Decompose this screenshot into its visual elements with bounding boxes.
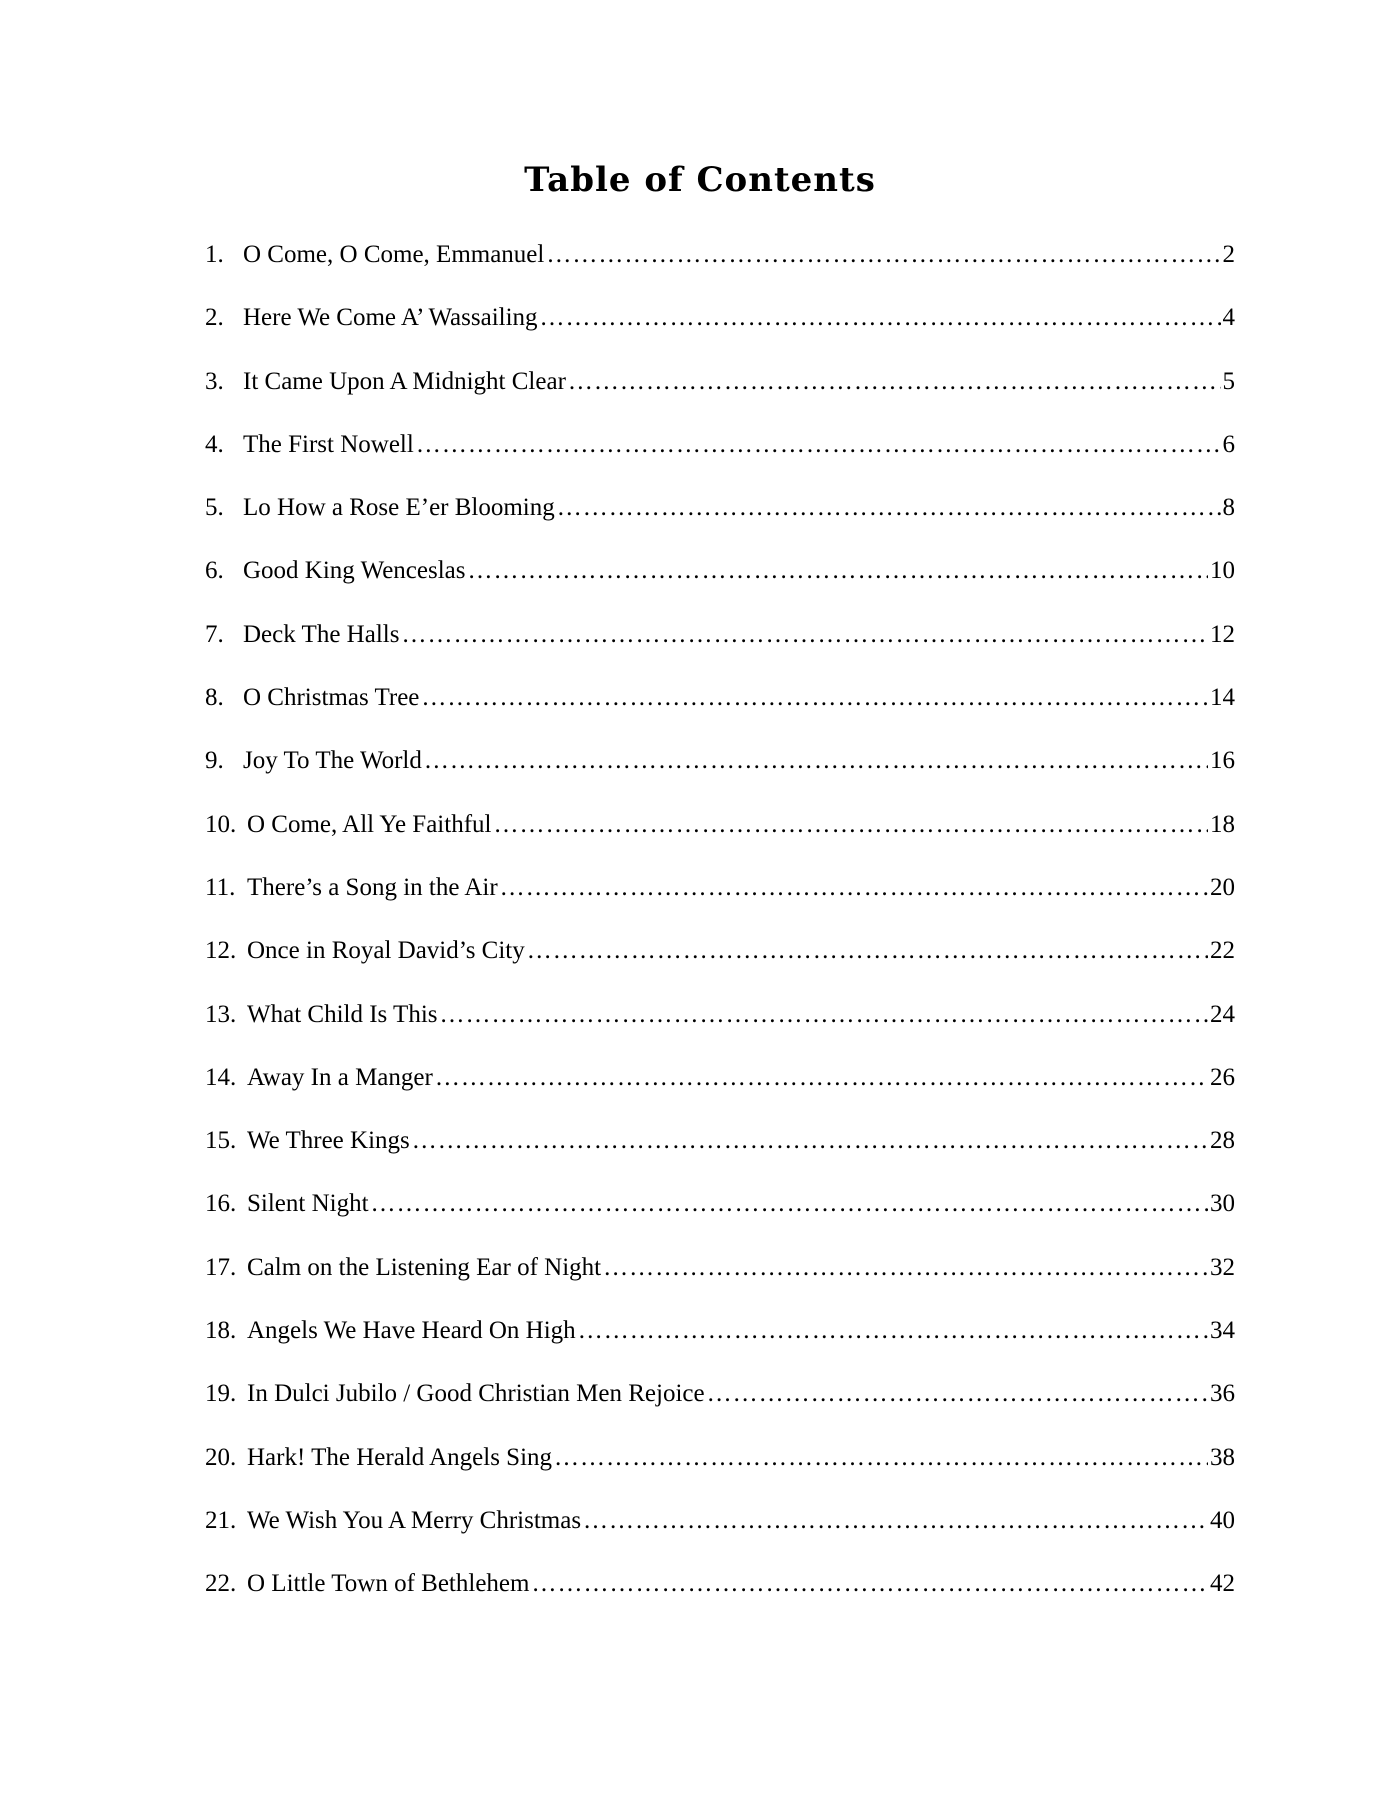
- entry-title: O Little Town of Bethlehem: [247, 1570, 530, 1598]
- entry-page: 24: [1210, 1000, 1235, 1028]
- entry-page: 26: [1210, 1063, 1235, 1091]
- toc-entry: [205, 873, 1235, 936]
- dot-leader: [416, 430, 1221, 460]
- entry-number: 11.: [205, 873, 236, 901]
- toc-entry: [205, 1126, 1235, 1189]
- entry-title: Away In a Manger: [247, 1063, 433, 1091]
- entry-title: Deck The Halls: [243, 620, 400, 648]
- dot-leader: [468, 556, 1209, 586]
- entry-title: We Wish You A Merry Christmas: [247, 1506, 582, 1534]
- toc-entry: [205, 1443, 1235, 1506]
- entry-title: The First Nowell: [243, 430, 414, 458]
- entry-title: O Come, All Ye Faithful: [247, 810, 492, 838]
- dot-leader: [557, 493, 1221, 523]
- toc-entry: [205, 493, 1235, 556]
- entry-number: 17.: [205, 1253, 237, 1281]
- toc-entry: [205, 430, 1235, 493]
- dot-leader: [583, 1506, 1208, 1536]
- entry-page: 42: [1210, 1570, 1235, 1598]
- toc-entry: [205, 1189, 1235, 1252]
- entry-page: 16: [1210, 747, 1235, 775]
- toc-entry: [205, 810, 1235, 873]
- entry-page: 32: [1210, 1253, 1235, 1281]
- dot-leader: [527, 936, 1208, 966]
- dot-leader: [401, 620, 1208, 650]
- entry-page: 34: [1210, 1317, 1235, 1345]
- entry-page: 2: [1222, 241, 1235, 268]
- entry-number: 4.: [205, 430, 224, 458]
- entry-title: There’s a Song in the Air: [247, 873, 498, 901]
- entry-number: 18.: [205, 1317, 237, 1345]
- entry-title: O Come, O Come, Emmanuel: [243, 241, 545, 268]
- entry-page: 20: [1210, 873, 1235, 901]
- entry-number: 16.: [205, 1190, 237, 1218]
- toc-entry: [205, 620, 1235, 683]
- dot-leader: [412, 1126, 1208, 1156]
- entry-page: 14: [1210, 684, 1235, 712]
- dot-leader: [531, 1569, 1208, 1599]
- entry-number: 22.: [205, 1570, 237, 1598]
- entry-page: 38: [1210, 1443, 1235, 1471]
- toc-entry: [205, 936, 1235, 999]
- toc-entry: [205, 1063, 1235, 1126]
- dot-leader: [568, 367, 1221, 397]
- dot-leader: [371, 1189, 1208, 1219]
- entry-number: 6.: [205, 557, 224, 585]
- entry-page: 6: [1222, 430, 1235, 458]
- toc-entry: [205, 746, 1235, 809]
- toc-entry: [205, 1000, 1235, 1063]
- entry-page: 28: [1210, 1127, 1235, 1155]
- entry-title: Calm on the Listening Ear of Night: [247, 1253, 602, 1281]
- entry-page: 10: [1210, 557, 1235, 585]
- dot-leader: [554, 1443, 1208, 1473]
- entry-number: 8.: [205, 684, 224, 712]
- entry-page: 12: [1210, 620, 1235, 648]
- page-title: Table of Contents: [524, 160, 876, 200]
- dot-leader: [421, 683, 1208, 713]
- entry-number: 2.: [205, 304, 224, 332]
- entry-title: Once in Royal David’s City: [247, 937, 525, 965]
- dot-leader: [440, 1000, 1208, 1030]
- entry-number: 10.: [205, 810, 237, 838]
- toc-entry: [205, 556, 1235, 619]
- entry-number: 19.: [205, 1380, 237, 1408]
- dot-leader: [578, 1316, 1208, 1346]
- table-of-contents: [205, 240, 1235, 1633]
- toc-entry: [205, 1316, 1235, 1379]
- entry-title: Angels We Have Heard On High: [247, 1317, 576, 1345]
- dot-leader: [707, 1379, 1208, 1409]
- entry-title: Good King Wenceslas: [243, 557, 466, 585]
- entry-number: 9.: [205, 747, 224, 775]
- dot-leader: [435, 1063, 1208, 1093]
- entry-title: It Came Upon A Midnight Clear: [243, 367, 566, 395]
- entry-page: 4: [1222, 304, 1235, 332]
- entry-number: 3.: [205, 367, 224, 395]
- entry-title: Here We Come A’ Wassailing: [243, 304, 538, 332]
- entry-number: 14.: [205, 1063, 237, 1091]
- entry-page: 5: [1222, 367, 1235, 395]
- entry-title: What Child Is This: [247, 1000, 438, 1028]
- dot-leader: [540, 303, 1221, 333]
- dot-leader: [603, 1253, 1208, 1283]
- entry-page: 30: [1210, 1190, 1235, 1218]
- entry-title: Silent Night: [247, 1190, 369, 1218]
- entry-title: O Christmas Tree: [243, 684, 420, 712]
- entry-page: 18: [1210, 810, 1235, 838]
- entry-number: 5.: [205, 494, 224, 522]
- toc-entry: [205, 1253, 1235, 1316]
- toc-entry: [205, 303, 1235, 366]
- entry-number: 12.: [205, 937, 237, 965]
- entry-title: We Three Kings: [247, 1127, 410, 1155]
- dot-leader: [546, 240, 1220, 270]
- toc-entry: [205, 1379, 1235, 1442]
- toc-entry: [205, 240, 1235, 303]
- toc-entry: [205, 367, 1235, 430]
- entry-page: 22: [1210, 937, 1235, 965]
- entry-number: 15.: [205, 1127, 237, 1155]
- dot-leader: [424, 746, 1208, 776]
- entry-title: Lo How a Rose E’er Blooming: [243, 494, 555, 522]
- entry-page: 36: [1210, 1380, 1235, 1408]
- toc-entry: [205, 1569, 1235, 1632]
- entry-title: Hark! The Herald Angels Sing: [247, 1443, 553, 1471]
- dot-leader: [500, 873, 1208, 903]
- entry-page: 40: [1210, 1506, 1235, 1534]
- entry-page: 8: [1222, 494, 1235, 522]
- entry-number: 20.: [205, 1443, 237, 1471]
- entry-title: In Dulci Jubilo / Good Christian Men Rejoice: [247, 1380, 705, 1408]
- toc-entry: [205, 1506, 1235, 1569]
- entry-number: 13.: [205, 1000, 237, 1028]
- entry-number: 1.: [205, 241, 224, 268]
- entry-number: 7.: [205, 620, 224, 648]
- dot-leader: [493, 810, 1208, 840]
- entry-title: Joy To The World: [243, 747, 422, 775]
- entry-number: 21.: [205, 1506, 237, 1534]
- toc-entry: [205, 683, 1235, 746]
